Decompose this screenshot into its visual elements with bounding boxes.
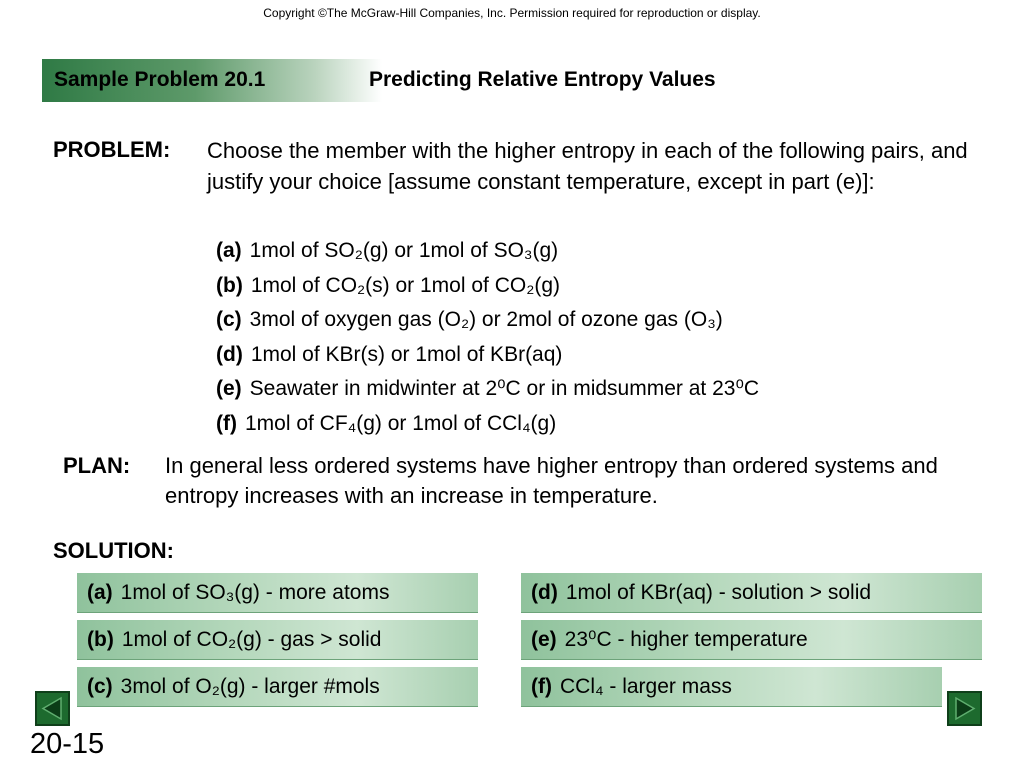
part-text: 3mol of oxygen gas (O₂) or 2mol of ozone gas (O₃): [249, 308, 723, 331]
solution-item-a: [77, 573, 478, 613]
page-title: Predicting Relative Entropy Values: [369, 68, 716, 91]
solution-label: SOLUTION:: [53, 538, 174, 563]
previous-slide-button[interactable]: [35, 691, 70, 726]
copyright-notice: Copyright ©The McGraw-Hill Companies, Inc. Permission required for reproduction or display.: [263, 6, 761, 20]
part-item: [216, 407, 759, 442]
slide-number: 20-15: [30, 728, 105, 760]
problem-parts-list: [216, 234, 759, 441]
solution-text: 23⁰C - higher temperature: [564, 628, 808, 651]
right-triangle-icon: [949, 693, 980, 724]
solution-text: 1mol of KBr(aq) - solution > solid: [565, 581, 872, 604]
part-item: [216, 303, 759, 338]
solution-item-f: [521, 667, 942, 707]
part-item: [216, 269, 759, 304]
solution-letter: (b): [87, 628, 114, 651]
part-text: Seawater in midwinter at 2⁰C or in midsummer at 23⁰C: [249, 377, 760, 400]
part-letter: (f): [216, 411, 237, 435]
solution-item-d: [521, 573, 982, 613]
solution-item-b: [77, 620, 478, 660]
part-item: [216, 338, 759, 373]
part-text: 1mol of CF₄(g) or 1mol of CCl₄(g): [244, 411, 557, 435]
part-letter: (a): [216, 239, 242, 262]
solution-item-e: [521, 620, 982, 660]
next-slide-button[interactable]: [947, 691, 982, 726]
part-letter: (c): [216, 308, 242, 331]
solution-letter: (f): [531, 675, 552, 698]
part-letter: (b): [216, 273, 243, 297]
plan-label: PLAN:: [63, 453, 131, 478]
solution-item-c: [77, 667, 478, 707]
solution-text: 1mol of CO₂(g) - gas > solid: [121, 628, 382, 651]
plan-text: In general less ordered systems have higher entropy than ordered systems and entropy increases with an increase in temperature.: [165, 453, 938, 508]
part-letter: (e): [216, 377, 242, 400]
part-text: 1mol of CO₂(s) or 1mol of CO₂(g): [250, 273, 561, 297]
part-text: 1mol of SO₂(g) or 1mol of SO₃(g): [249, 239, 559, 262]
sample-problem-number: Sample Problem 20.1: [54, 68, 266, 91]
problem-label: PROBLEM:: [53, 137, 171, 162]
part-text: 1mol of KBr(s) or 1mol of KBr(aq): [250, 342, 563, 366]
solution-text: 3mol of O₂(g) - larger #mols: [120, 675, 380, 698]
left-triangle-icon: [37, 693, 68, 724]
part-item: [216, 234, 759, 269]
solution-letter: (e): [531, 628, 557, 651]
solution-text: 1mol of SO₃(g) - more atoms: [120, 581, 390, 604]
solution-text: CCl₄ - larger mass: [559, 675, 732, 698]
part-letter: (d): [216, 342, 243, 366]
part-item: [216, 372, 759, 407]
problem-text: Choose the member with the higher entropy in each of the following pairs, and justify your choice [assume constant temperature, except in part (e)]:: [207, 138, 968, 194]
solution-letter: (a): [87, 581, 113, 604]
solution-letter: (d): [531, 581, 558, 604]
solution-letter: (c): [87, 675, 113, 698]
